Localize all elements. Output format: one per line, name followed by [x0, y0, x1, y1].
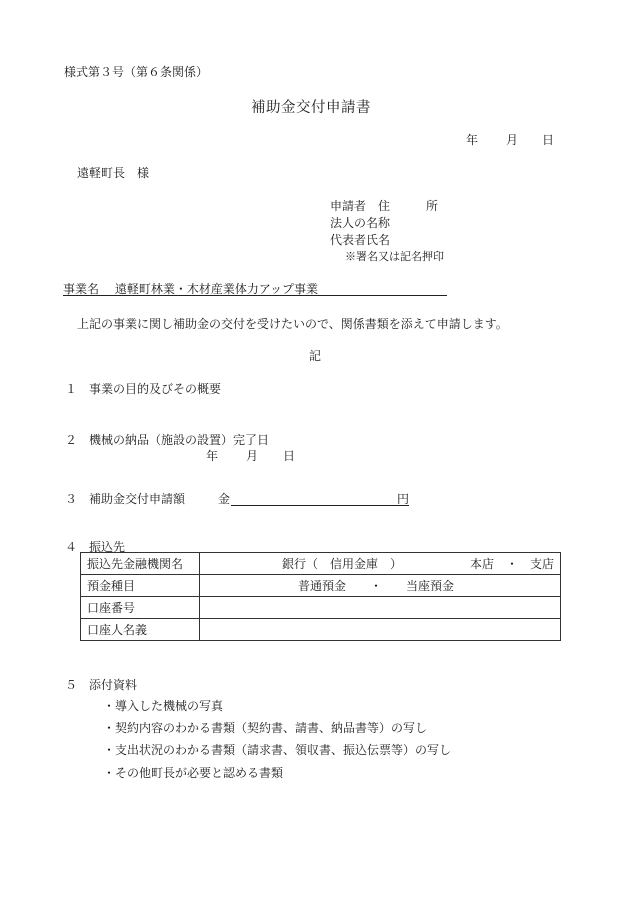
bank-type-text: 銀行（ 信用金庫 ）: [282, 557, 403, 571]
item3-number: ３: [65, 492, 78, 506]
account-number-value[interactable]: [200, 597, 561, 619]
item2-number: ２: [65, 433, 78, 447]
table-row: [81, 575, 561, 597]
form-number: 様式第３号（第６条関係）: [64, 65, 209, 79]
date-day-label: 日: [542, 133, 555, 147]
bank-name-label: 振込先金融機関名: [81, 553, 200, 575]
item2-label: 機械の納品（施設の設置）完了日: [89, 433, 270, 447]
deposit-type-text: 普通預金 ・ 当座預金: [298, 579, 455, 593]
signature-note: ※署名又は記名押印: [345, 250, 444, 263]
list-item: ・契約内容のわかる書類（契約書、請書、納品書等）の写し: [103, 721, 428, 735]
item4-number: ４: [65, 540, 78, 554]
list-item: ・その他町長が必要と認める書類: [103, 766, 284, 780]
item1-number: １: [65, 382, 78, 396]
account-number-label: 口座番号: [81, 597, 200, 619]
account-holder-value[interactable]: [200, 619, 561, 641]
intro-text: 上記の事業に関し補助金の交付を受けたいので、関係書類を添えて申請します。: [77, 317, 508, 331]
applicant-corp-label: 法人の名称: [330, 216, 391, 230]
document-title: 補助金交付申請書: [251, 100, 371, 116]
deposit-type-value[interactable]: [200, 575, 561, 597]
item4-label: 振込先: [89, 540, 126, 554]
account-holder-label: 口座人名義: [81, 619, 200, 641]
item5-label: 添付資料: [89, 678, 138, 692]
table-row: [81, 597, 561, 619]
applicant-rep-label: 代表者氏名: [330, 233, 391, 247]
deposit-type-label: 預金種目: [81, 575, 200, 597]
bank-account-table: [80, 552, 561, 641]
table-row: [81, 553, 561, 575]
amount-suffix: 円: [397, 492, 410, 506]
item2-date-year: 年: [206, 449, 219, 463]
list-item: ・導入した機械の写真: [103, 699, 224, 713]
item2-date-month: 月: [246, 449, 259, 463]
table-row: [81, 619, 561, 641]
ki-heading: 記: [309, 349, 322, 363]
item5-number: ５: [65, 678, 78, 692]
amount-prefix: 金: [218, 492, 231, 506]
addressee: 遠軽町長 様: [77, 166, 150, 180]
item1-label: 事業の目的及びその概要: [89, 382, 222, 396]
project-label: 事業名: [63, 282, 100, 296]
date-year-label: 年: [466, 133, 479, 147]
project-name: 遠軽町林業・木材産業体力アップ事業: [114, 282, 319, 296]
list-item: ・支出状況のわかる書類（請求書、領収書、振込伝票等）の写し: [103, 743, 452, 757]
bank-name-value[interactable]: [200, 553, 561, 575]
item2-date-day: 日: [283, 449, 296, 463]
amount-field[interactable]: [231, 491, 409, 506]
branch-type-text: 本店 ・ 支店: [469, 557, 554, 571]
applicant-address-label: 申請者 住 所: [330, 199, 439, 213]
item3-label: 補助金交付申請額: [89, 492, 186, 506]
date-month-label: 月: [506, 133, 519, 147]
project-line: [63, 280, 447, 296]
